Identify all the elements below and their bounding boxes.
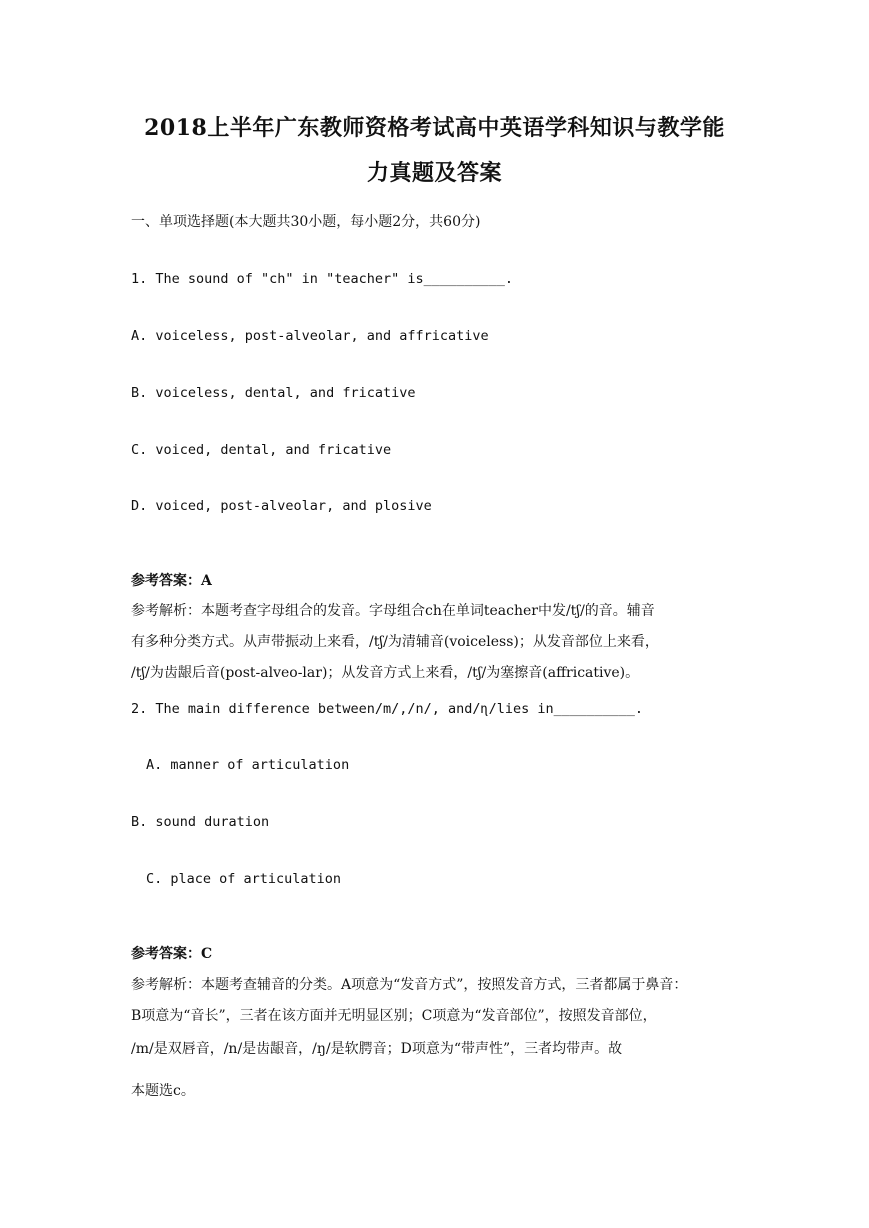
question-2-explanation-line-3: /m/是双唇音，/n/是齿龈音，/ŋ/是软腭音；D项意为“带声性”，三者均带声。故 bbox=[131, 1041, 623, 1057]
question-1-option-d: D. voiced, post-alveolar, and plosive bbox=[131, 498, 432, 514]
question-2-answer: 参考答案：C bbox=[131, 946, 213, 962]
document-title-line-2: 力真题及答案 bbox=[366, 160, 502, 186]
question-1-explanation-line-2: 有多种分类方式。从声带振动上来看，/tʃ/为清辅音(voiceless)；从发音部位上来看， bbox=[131, 634, 659, 650]
question-1-explanation-line-3: /tʃ/为齿龈后音(post-alveo-lar)；从发音方式上来看，/tʃ/为塞擦音(affricative)。 bbox=[131, 665, 640, 681]
question-1-stem: 1. The sound of "ch" in "teacher" is__________. bbox=[131, 271, 514, 287]
question-2-explanation-line-4: 本题选c。 bbox=[131, 1083, 195, 1099]
question-1-option-b: B. voiceless, dental, and fricative bbox=[131, 385, 416, 401]
question-1-option-a: A. voiceless, post-alveolar, and affricative bbox=[131, 328, 489, 344]
question-2-explanation-line-1: 参考解析：本题考查辅音的分类。A项意为“发音方式”，按照发音方式，三者都属于鼻音： bbox=[131, 977, 688, 993]
question-1-answer: 参考答案：A bbox=[131, 573, 212, 589]
question-2-option-b: B. sound duration bbox=[131, 814, 270, 830]
section-heading: 一、单项选择题(本大题共30小题，每小题2分，共60分) bbox=[131, 214, 481, 230]
document-title-line-1: 2018上半年广东教师资格考试高中英语学科知识与教学能 bbox=[144, 115, 725, 141]
question-2-explanation-line-2: B项意为“音长”，三者在该方面并无明显区别；C项意为“发音部位”，按照发音部位， bbox=[131, 1008, 657, 1024]
question-2-option-a: A. manner of articulation bbox=[146, 757, 350, 773]
question-2-stem: 2. The main difference between/m/,/n/, and/ɳ/lies in__________. bbox=[131, 701, 644, 717]
question-1-explanation-line-1: 参考解析：本题考查字母组合的发音。字母组合ch在单词teacher中发/tʃ/的音。辅音 bbox=[131, 603, 655, 619]
question-2-option-c: C. place of articulation bbox=[146, 871, 342, 887]
question-1-option-c: C. voiced, dental, and fricative bbox=[131, 442, 392, 458]
